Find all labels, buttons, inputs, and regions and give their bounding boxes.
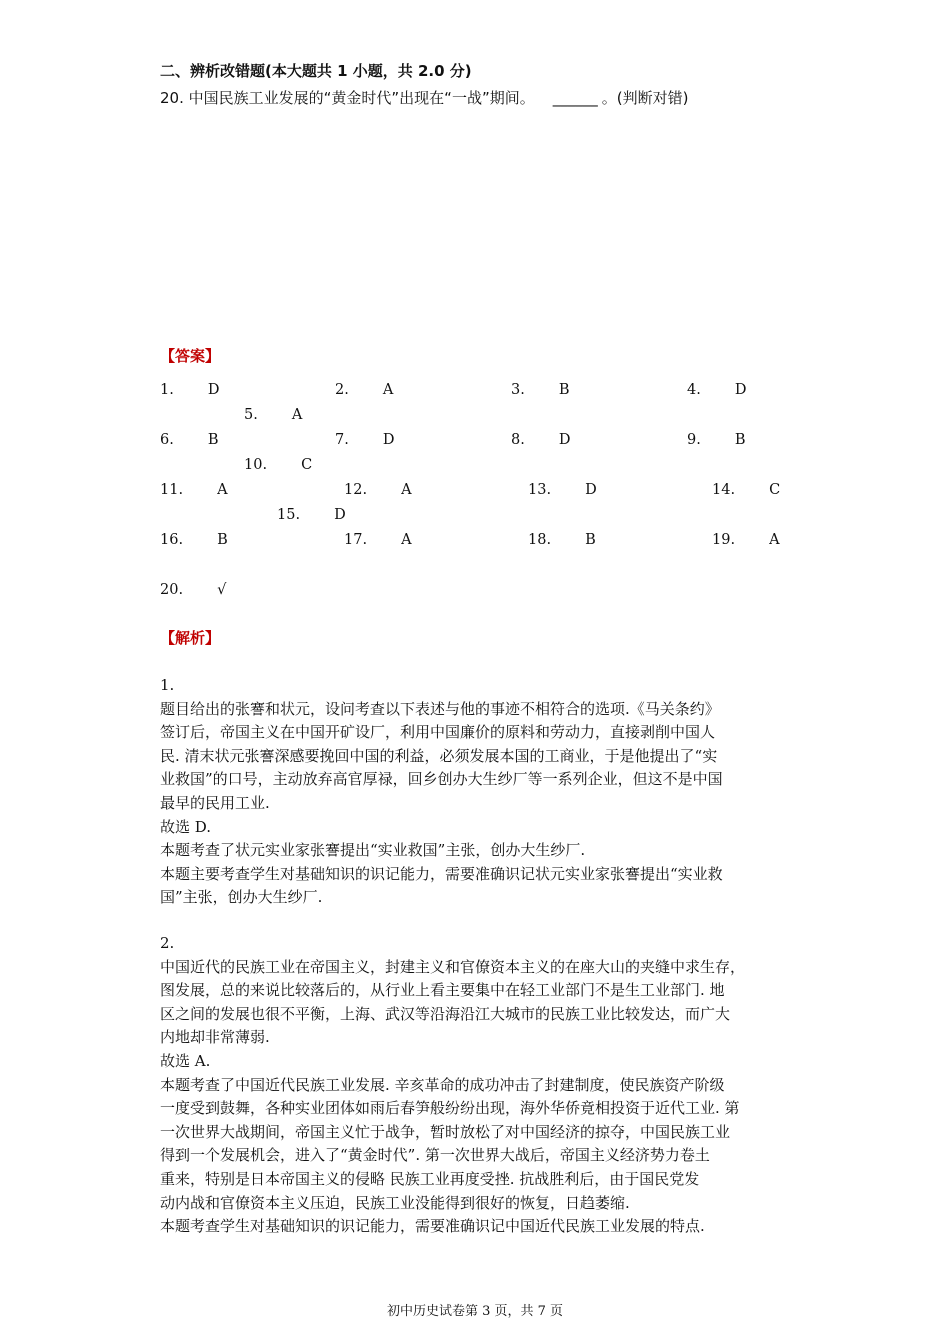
analysis-line: 业救国”的口号，主动放弃高官厚禄，回乡创办大生纱厂等一系列企业，但这不是中国 <box>160 770 723 789</box>
analysis-line: 重来，特别是日本帝国主义的侵略 民族工业再度受挫. 抗战胜利后，由于国民党发 <box>160 1169 700 1188</box>
analysis-item-2 <box>160 932 802 1239</box>
answer-header: 【答案】 <box>160 347 221 365</box>
analysis-line: 民. 清末状元张謇深感要挽回中国的利益，必须发展本国的工商业，于是他提出了“实 <box>160 746 718 765</box>
analysis-line: 本题考查了状元实业家张謇提出“实业救国”主张，创办大生纱厂. <box>160 841 586 860</box>
analysis-line: 一度受到鼓舞，各种实业团体如雨后春笋般纷纷出现，海外华侨竟相投资于近代工业. 第 <box>160 1099 740 1118</box>
page-footer: 初中历史试卷第 3 页，共 7 页 <box>386 1304 564 1319</box>
analysis-line: 签订后，帝国主义在中国开矿设厂，利用中国廉价的原料和劳动力，直接剥削中国人 <box>160 723 716 742</box>
question-20-text: 20. 中国民族工业发展的“黄金时代”出现在“一战”期间。 <box>160 89 535 107</box>
analysis-line: 图发展，总的来说比较落后的，从行业上看主要集中在轻工业部门不是生工业部门. 地 <box>160 981 725 1000</box>
answer-item: 8. D <box>511 432 571 448</box>
answer-item: 4. D <box>687 382 747 398</box>
answer-item: 15. D <box>277 507 346 523</box>
analysis-line: 区之间的发展也很不平衡，上海、武汉等沿海沿江大城市的民族工业比较发达，而广大 <box>160 1004 731 1023</box>
answer-item: 3. B <box>511 382 570 398</box>
analysis-line: 国”主张，创办大生纱厂. <box>160 888 323 907</box>
question-20 <box>160 87 688 108</box>
analysis-line: 内地却非常薄弱. <box>160 1028 270 1047</box>
analysis-line: 动内战和官僚资本主义压迫，民族工业没能得到很好的恢复，日趋萎缩. <box>160 1193 630 1212</box>
answer-item: 13. D <box>528 482 597 498</box>
analysis-line: 题目给出的张謇和状元，设问考查以下表述与他的事迹不相符合的选项.《马关条约》 <box>160 699 720 718</box>
answer-item: 19. A <box>712 532 780 548</box>
answer-item: 14. C <box>712 482 781 498</box>
answer-item: 17. A <box>344 532 412 548</box>
analysis-line: 中国近代的民族工业在帝国主义，封建主义和官僚资本主义的在座大山的夹缝中求生存， <box>160 957 746 976</box>
analysis-line: 得到一个发展机会，进入了“黄金时代”. 第一次世界大战后，帝国主义经济势力卷土 <box>160 1146 710 1165</box>
analysis-line: 最早的民用工业. <box>160 793 270 812</box>
answer-item: 10. C <box>244 457 313 473</box>
analysis-number: 1. <box>160 676 175 694</box>
analysis-item-1 <box>160 674 802 910</box>
analysis-line: 一次世界大战期间，帝国主义忙于战争，暂时放松了对中国经济的掠夺，中国民族工业 <box>160 1122 731 1141</box>
answer-item: 1. D <box>160 382 220 398</box>
section-title: 二、辨析改错题(本大题共 1 小题，共 2.0 分) <box>160 62 472 80</box>
answer-blank: ______ <box>552 89 598 107</box>
answer-item: 2. A <box>335 382 394 398</box>
answer-item: 20. √ <box>160 582 227 598</box>
question-20-suffix: 。(判断对错) <box>601 89 689 107</box>
answer-item: 16. B <box>160 532 228 548</box>
analysis-header: 【解析】 <box>160 629 221 647</box>
analysis-line: 故选 A. <box>160 1051 211 1070</box>
analysis-line: 本题考查学生对基础知识的识记能力，需要准确识记中国近代民族工业发展的特点. <box>160 1217 705 1236</box>
answer-item: 9. B <box>687 432 746 448</box>
answer-item: 18. B <box>528 532 596 548</box>
answer-item: 12. A <box>344 482 412 498</box>
answer-item: 11. A <box>160 482 228 498</box>
analysis-line: 故选 D. <box>160 817 212 836</box>
answer-item: 5. A <box>244 407 303 423</box>
analysis-line: 本题考查了中国近代民族工业发展. 辛亥革命的成功冲击了封建制度，使民族资产阶级 <box>160 1075 725 1094</box>
analysis-number: 2. <box>160 934 175 952</box>
analysis-line: 本题主要考查学生对基础知识的识记能力，需要准确识记状元实业家张謇提出“实业救 <box>160 864 723 883</box>
answer-item: 6. B <box>160 432 219 448</box>
answer-item: 7. D <box>335 432 395 448</box>
